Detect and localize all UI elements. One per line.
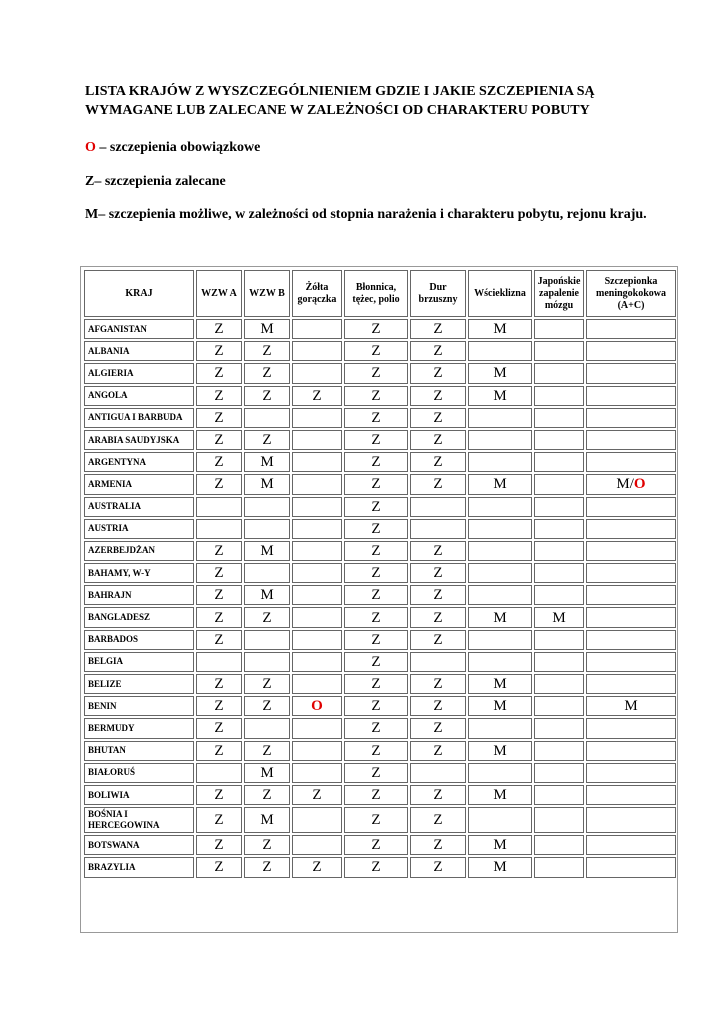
cell-dtp: Z [344,363,408,383]
cell-rabies [468,497,532,517]
cell-yellow-fever [292,363,342,383]
cell-dtp: Z [344,785,408,805]
col-header-typhoid: Dur brzuszny [410,270,466,317]
cell-typhoid [410,519,466,539]
table-body [84,319,676,878]
cell-yellow-fever [292,319,342,339]
cell-hepatitis-a: Z [196,452,242,472]
cell-hepatitis-b: Z [244,857,290,877]
cell-rabies: M [468,785,532,805]
cell-hepatitis-b: Z [244,363,290,383]
cell-hepatitis-a: Z [196,408,242,428]
cell-dtp: Z [344,563,408,583]
cell-japanese-encephalitis [534,835,584,855]
table-header-row [84,270,676,317]
col-header-hepatitis-a: WZW A [196,270,242,317]
cell-japanese-encephalitis [534,319,584,339]
cell-hepatitis-b: M [244,807,290,833]
cell-meningococcal [586,807,676,833]
cell-country: AZERBEJDŻAN [84,541,194,561]
cell-hepatitis-b: M [244,319,290,339]
cell-yellow-fever [292,497,342,517]
cell-hepatitis-b [244,563,290,583]
cell-hepatitis-b: Z [244,674,290,694]
legend-o-text: – szczepienia obowiązkowe [95,140,261,155]
cell-rabies: M [468,474,532,494]
cell-hepatitis-a: Z [196,474,242,494]
cell-rabies [468,585,532,605]
cell-typhoid: Z [410,319,466,339]
cell-typhoid: Z [410,785,466,805]
cell-meningococcal [586,652,676,672]
cell-hepatitis-b: M [244,541,290,561]
cell-rabies [468,541,532,561]
cell-dtp: Z [344,319,408,339]
cell-meningococcal [586,674,676,694]
cell-yellow-fever [292,763,342,783]
cell-dtp: Z [344,341,408,361]
cell-country: BERMUDY [84,718,194,738]
cell-dtp: Z [344,430,408,450]
cell-typhoid: Z [410,452,466,472]
cell-meningococcal [586,319,676,339]
cell-japanese-encephalitis [534,474,584,494]
cell-japanese-encephalitis [534,763,584,783]
cell-japanese-encephalitis [534,585,584,605]
cell-japanese-encephalitis [534,519,584,539]
cell-rabies [468,718,532,738]
cell-hepatitis-a [196,519,242,539]
cell-meningococcal [586,607,676,627]
cell-hepatitis-a: Z [196,696,242,716]
cell-rabies: M [468,857,532,877]
cell-yellow-fever [292,541,342,561]
cell-hepatitis-a: Z [196,430,242,450]
vaccination-table [82,268,678,880]
cell-hepatitis-b: Z [244,696,290,716]
cell-meningococcal [586,541,676,561]
table-row [84,519,676,539]
cell-country: BHUTAN [84,741,194,761]
cell-japanese-encephalitis [534,696,584,716]
cell-hepatitis-a: Z [196,341,242,361]
table-row [84,585,676,605]
cell-country: ALBANIA [84,341,194,361]
cell-meningococcal [586,452,676,472]
cell-typhoid: Z [410,674,466,694]
cell-hepatitis-a: Z [196,541,242,561]
cell-typhoid [410,763,466,783]
cell-hepatitis-b: M [244,452,290,472]
cell-typhoid [410,652,466,672]
cell-hepatitis-a: Z [196,607,242,627]
table-row [84,835,676,855]
cell-meningococcal [586,341,676,361]
col-header-diphtheria-tetanus-polio: Błonnica, tężec, polio [344,270,408,317]
cell-meningococcal [586,497,676,517]
cell-typhoid: Z [410,386,466,406]
cell-dtp: Z [344,585,408,605]
cell-country: BRAZYLIA [84,857,194,877]
cell-hepatitis-a: Z [196,319,242,339]
cell-dtp: Z [344,541,408,561]
cell-country: BARBADOS [84,630,194,650]
cell-dtp: Z [344,497,408,517]
cell-japanese-encephalitis [534,408,584,428]
cell-country: ANGOLA [84,386,194,406]
cell-yellow-fever [292,474,342,494]
cell-yellow-fever [292,741,342,761]
cell-rabies [468,763,532,783]
cell-typhoid: Z [410,696,466,716]
cell-hepatitis-a: Z [196,630,242,650]
col-header-yellow-fever: Żółta gorączka [292,270,342,317]
legend-possible: M– szczepienia możliwe, w zależności od stopnia narażenia i charakteru pobytu, rejonu kraju. [85,207,647,222]
cell-typhoid: Z [410,718,466,738]
cell-hepatitis-a: Z [196,386,242,406]
cell-typhoid: Z [410,341,466,361]
cell-typhoid: Z [410,741,466,761]
table-row [84,430,676,450]
cell-country: BELIZE [84,674,194,694]
col-header-rabies: Wścieklizna [468,270,532,317]
cell-hepatitis-b: M [244,474,290,494]
table-row [84,763,676,783]
cell-country: ARMENIA [84,474,194,494]
cell-meningococcal: M/O [586,474,676,494]
cell-typhoid: Z [410,585,466,605]
legend-obligatory [85,138,665,157]
cell-japanese-encephalitis [534,652,584,672]
cell-yellow-fever [292,563,342,583]
cell-hepatitis-b: Z [244,607,290,627]
cell-country: AUSTRIA [84,519,194,539]
cell-rabies [468,630,532,650]
cell-hepatitis-b: Z [244,430,290,450]
cell-dtp: Z [344,452,408,472]
cell-rabies: M [468,386,532,406]
cell-rabies [468,430,532,450]
table-row [84,718,676,738]
cell-country: BELGIA [84,652,194,672]
cell-hepatitis-b: Z [244,785,290,805]
cell-country: BOŚNIA I HERCEGOWINA [84,807,194,833]
table-row [84,363,676,383]
cell-hepatitis-a: Z [196,785,242,805]
cell-japanese-encephalitis [534,563,584,583]
cell-dtp: Z [344,674,408,694]
cell-japanese-encephalitis [534,741,584,761]
cell-yellow-fever [292,718,342,738]
cell-typhoid: Z [410,541,466,561]
cell-typhoid: Z [410,430,466,450]
cell-country: ARABIA SAUDYJSKA [84,430,194,450]
cell-country: BOLIWIA [84,785,194,805]
cell-japanese-encephalitis [534,386,584,406]
cell-rabies [468,452,532,472]
table-row [84,408,676,428]
cell-japanese-encephalitis [534,341,584,361]
cell-japanese-encephalitis [534,857,584,877]
cell-yellow-fever [292,430,342,450]
cell-rabies: M [468,319,532,339]
cell-hepatitis-b [244,630,290,650]
cell-country: ANTIGUA I BARBUDA [84,408,194,428]
cell-hepatitis-a [196,763,242,783]
cell-meningococcal [586,785,676,805]
cell-rabies: M [468,741,532,761]
cell-country: BAHAMY, W-Y [84,563,194,583]
cell-yellow-fever [292,607,342,627]
table-row [84,630,676,650]
cell-typhoid: Z [410,474,466,494]
table-row [84,474,676,494]
cell-meningococcal [586,835,676,855]
page-title: LISTA KRAJÓW Z WYSZCZEGÓLNIENIEM GDZIE I JAKIE SZCZEPIENIA SĄ WYMAGANE LUB ZALECANE W ZALEŻNOŚCI OD CHARAKTERU POBUTY [85,84,595,118]
cell-yellow-fever [292,652,342,672]
cell-rabies [468,519,532,539]
cell-yellow-fever [292,585,342,605]
table-row [84,607,676,627]
cell-rabies [468,563,532,583]
cell-yellow-fever [292,674,342,694]
cell-meningococcal: M [586,696,676,716]
cell-yellow-fever: Z [292,857,342,877]
table-row [84,341,676,361]
cell-japanese-encephalitis: M [534,607,584,627]
cell-hepatitis-a: Z [196,363,242,383]
legend-recommended: Z– szczepienia zalecane [85,174,226,189]
vaccination-table-frame [80,266,678,933]
cell-dtp: Z [344,408,408,428]
table-row [84,785,676,805]
cell-japanese-encephalitis [534,541,584,561]
cell-rabies [468,341,532,361]
cell-hepatitis-b [244,408,290,428]
cell-meningococcal [586,585,676,605]
col-header-meningococcal: Szczepionka meningokokowa (A+C) [586,270,676,317]
legend-o-letter: O [85,140,96,155]
cell-hepatitis-a: Z [196,741,242,761]
cell-japanese-encephalitis [534,785,584,805]
cell-japanese-encephalitis [534,363,584,383]
cell-yellow-fever [292,630,342,650]
cell-hepatitis-b [244,519,290,539]
table-row [84,807,676,833]
cell-hepatitis-a [196,497,242,517]
table-row [84,674,676,694]
cell-rabies: M [468,674,532,694]
cell-yellow-fever: O [292,696,342,716]
cell-dtp: Z [344,857,408,877]
cell-hepatitis-b [244,718,290,738]
cell-japanese-encephalitis [534,630,584,650]
cell-dtp: Z [344,386,408,406]
cell-country: BENIN [84,696,194,716]
cell-hepatitis-b [244,497,290,517]
table-row [84,541,676,561]
cell-typhoid: Z [410,563,466,583]
cell-country: AUSTRALIA [84,497,194,517]
cell-typhoid: Z [410,630,466,650]
cell-japanese-encephalitis [534,497,584,517]
cell-hepatitis-a: Z [196,857,242,877]
cell-yellow-fever [292,341,342,361]
cell-hepatitis-a: Z [196,563,242,583]
cell-rabies [468,807,532,833]
cell-hepatitis-b: M [244,763,290,783]
cell-hepatitis-b: Z [244,741,290,761]
cell-hepatitis-b: Z [244,341,290,361]
cell-japanese-encephalitis [534,430,584,450]
cell-rabies: M [468,607,532,627]
cell-dtp: Z [344,835,408,855]
cell-typhoid: Z [410,835,466,855]
cell-yellow-fever [292,807,342,833]
cell-dtp: Z [344,474,408,494]
table-row [84,319,676,339]
cell-hepatitis-b: Z [244,835,290,855]
table-row [84,741,676,761]
cell-dtp: Z [344,519,408,539]
cell-hepatitis-a: Z [196,807,242,833]
cell-rabies [468,408,532,428]
cell-yellow-fever [292,408,342,428]
cell-dtp: Z [344,696,408,716]
cell-yellow-fever [292,835,342,855]
cell-typhoid: Z [410,408,466,428]
cell-meningococcal [586,718,676,738]
cell-dtp: Z [344,807,408,833]
cell-japanese-encephalitis [534,452,584,472]
cell-yellow-fever [292,519,342,539]
cell-hepatitis-a: Z [196,835,242,855]
table-row [84,563,676,583]
cell-typhoid: Z [410,807,466,833]
cell-rabies [468,652,532,672]
table-row [84,652,676,672]
table-row [84,857,676,877]
cell-hepatitis-a: Z [196,585,242,605]
table-row [84,497,676,517]
col-header-japanese-encephalitis: Japońskie zapalenie mózgu [534,270,584,317]
cell-country: AFGANISTAN [84,319,194,339]
cell-typhoid [410,497,466,517]
table-row [84,452,676,472]
cell-meningococcal [586,857,676,877]
cell-typhoid: Z [410,857,466,877]
cell-meningococcal [586,363,676,383]
cell-country: BOTSWANA [84,835,194,855]
cell-hepatitis-b [244,652,290,672]
cell-dtp: Z [344,741,408,761]
cell-meningococcal [586,741,676,761]
cell-japanese-encephalitis [534,674,584,694]
cell-meningococcal [586,519,676,539]
cell-dtp: Z [344,763,408,783]
cell-country: ARGENTYNA [84,452,194,472]
cell-japanese-encephalitis [534,807,584,833]
cell-country: ALGIERIA [84,363,194,383]
table-row [84,696,676,716]
col-header-hepatitis-b: WZW B [244,270,290,317]
cell-yellow-fever: Z [292,386,342,406]
cell-rabies: M [468,696,532,716]
cell-meningococcal [586,430,676,450]
cell-dtp: Z [344,630,408,650]
cell-meningococcal [586,763,676,783]
table-row [84,386,676,406]
cell-dtp: Z [344,607,408,627]
cell-country: BIAŁORUŚ [84,763,194,783]
cell-japanese-encephalitis [534,718,584,738]
cell-hepatitis-b: Z [244,386,290,406]
cell-meningococcal [586,563,676,583]
cell-rabies: M [468,835,532,855]
cell-meningococcal [586,386,676,406]
cell-meningococcal [586,630,676,650]
cell-rabies: M [468,363,532,383]
col-header-country: KRAJ [84,270,194,317]
cell-typhoid: Z [410,363,466,383]
cell-hepatitis-a: Z [196,674,242,694]
cell-dtp: Z [344,718,408,738]
cell-hepatitis-a [196,652,242,672]
cell-yellow-fever [292,452,342,472]
cell-yellow-fever: Z [292,785,342,805]
cell-hepatitis-a: Z [196,718,242,738]
cell-meningococcal [586,408,676,428]
cell-country: BANGLADESZ [84,607,194,627]
cell-hepatitis-b: M [244,585,290,605]
cell-country: BAHRAJN [84,585,194,605]
cell-dtp: Z [344,652,408,672]
cell-typhoid: Z [410,607,466,627]
